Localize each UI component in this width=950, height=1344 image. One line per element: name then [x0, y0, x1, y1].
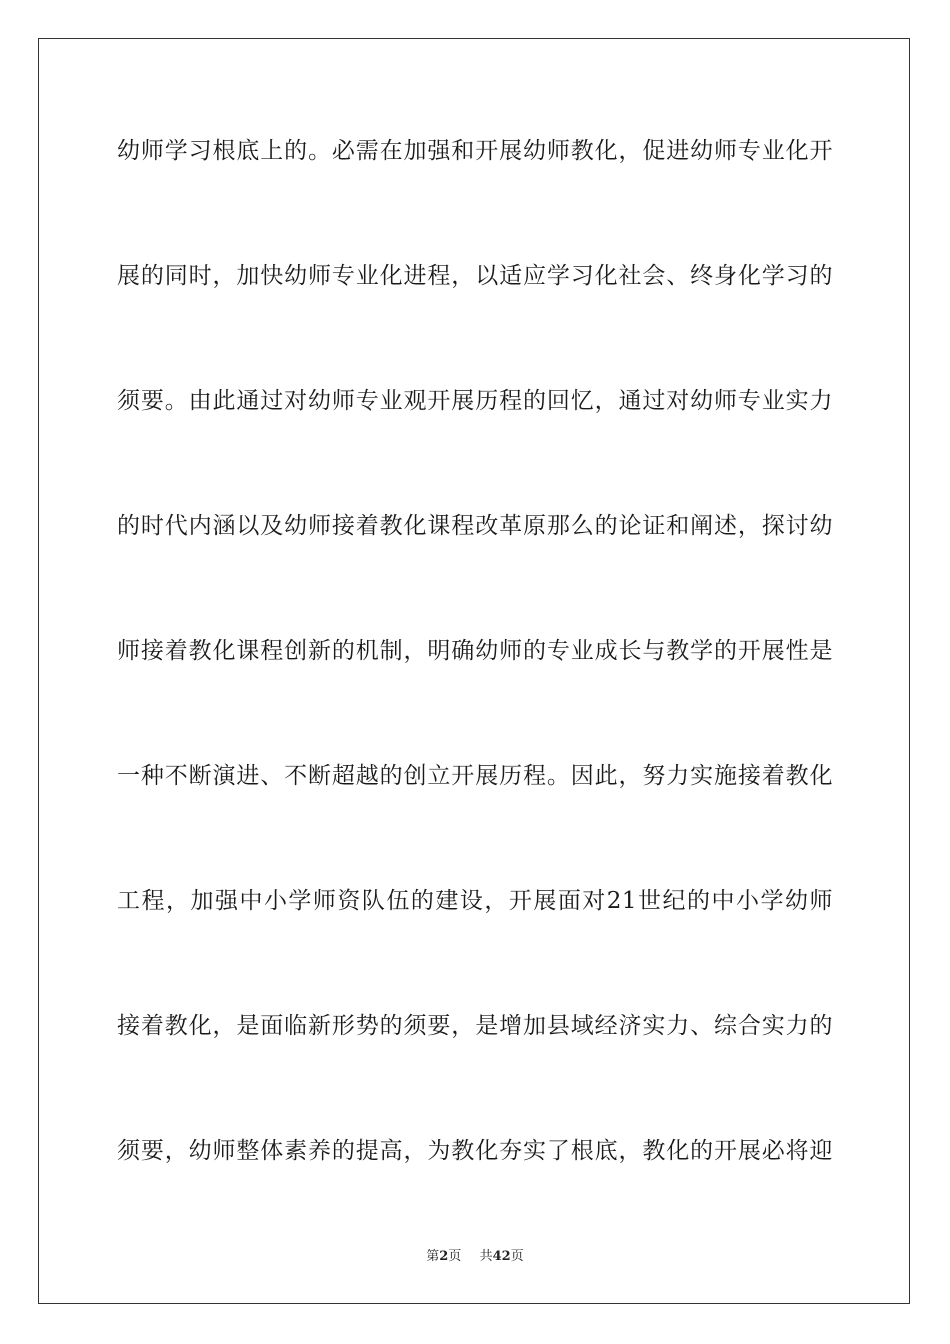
total-pages: 42 — [492, 1249, 511, 1264]
page-prefix: 第 — [426, 1249, 440, 1264]
text-line: 幼师学习根底上的。必需在加强和开展幼师教化，促进幼师专业化开 — [117, 138, 833, 164]
page-number: 2 — [439, 1249, 449, 1264]
text-line: 师接着教化课程创新的机制，明确幼师的专业成长与教学的开展性是 — [117, 638, 833, 664]
text-line: 须要，幼师整体素养的提高，为教化夯实了根底，教化的开展必将迎 — [117, 1138, 833, 1164]
text-line: 的时代内涵以及幼师接着教化课程改革原那么的论证和阐述，探讨幼 — [117, 513, 833, 539]
page-border — [38, 38, 910, 1304]
text-line: 工程，加强中小学师资队伍的建设，开展面对21世纪的中小学幼师 — [117, 888, 833, 914]
total-suffix: 页 — [510, 1249, 524, 1264]
text-line: 展的同时，加快幼师专业化进程，以适应学习化社会、终身化学习的 — [117, 263, 833, 289]
text-line: 须要。由此通过对幼师专业观开展历程的回忆，通过对幼师专业实力 — [117, 388, 833, 414]
text-line: 接着教化，是面临新形势的须要，是增加县域经济实力、综合实力的 — [117, 1013, 833, 1039]
page-suffix: 页 — [448, 1249, 462, 1264]
text-line: 一种不断演进、不断超越的创立开展历程。因此，努力实施接着教化 — [117, 763, 833, 789]
total-prefix: 共 — [479, 1249, 493, 1264]
page-footer — [0, 1249, 950, 1265]
